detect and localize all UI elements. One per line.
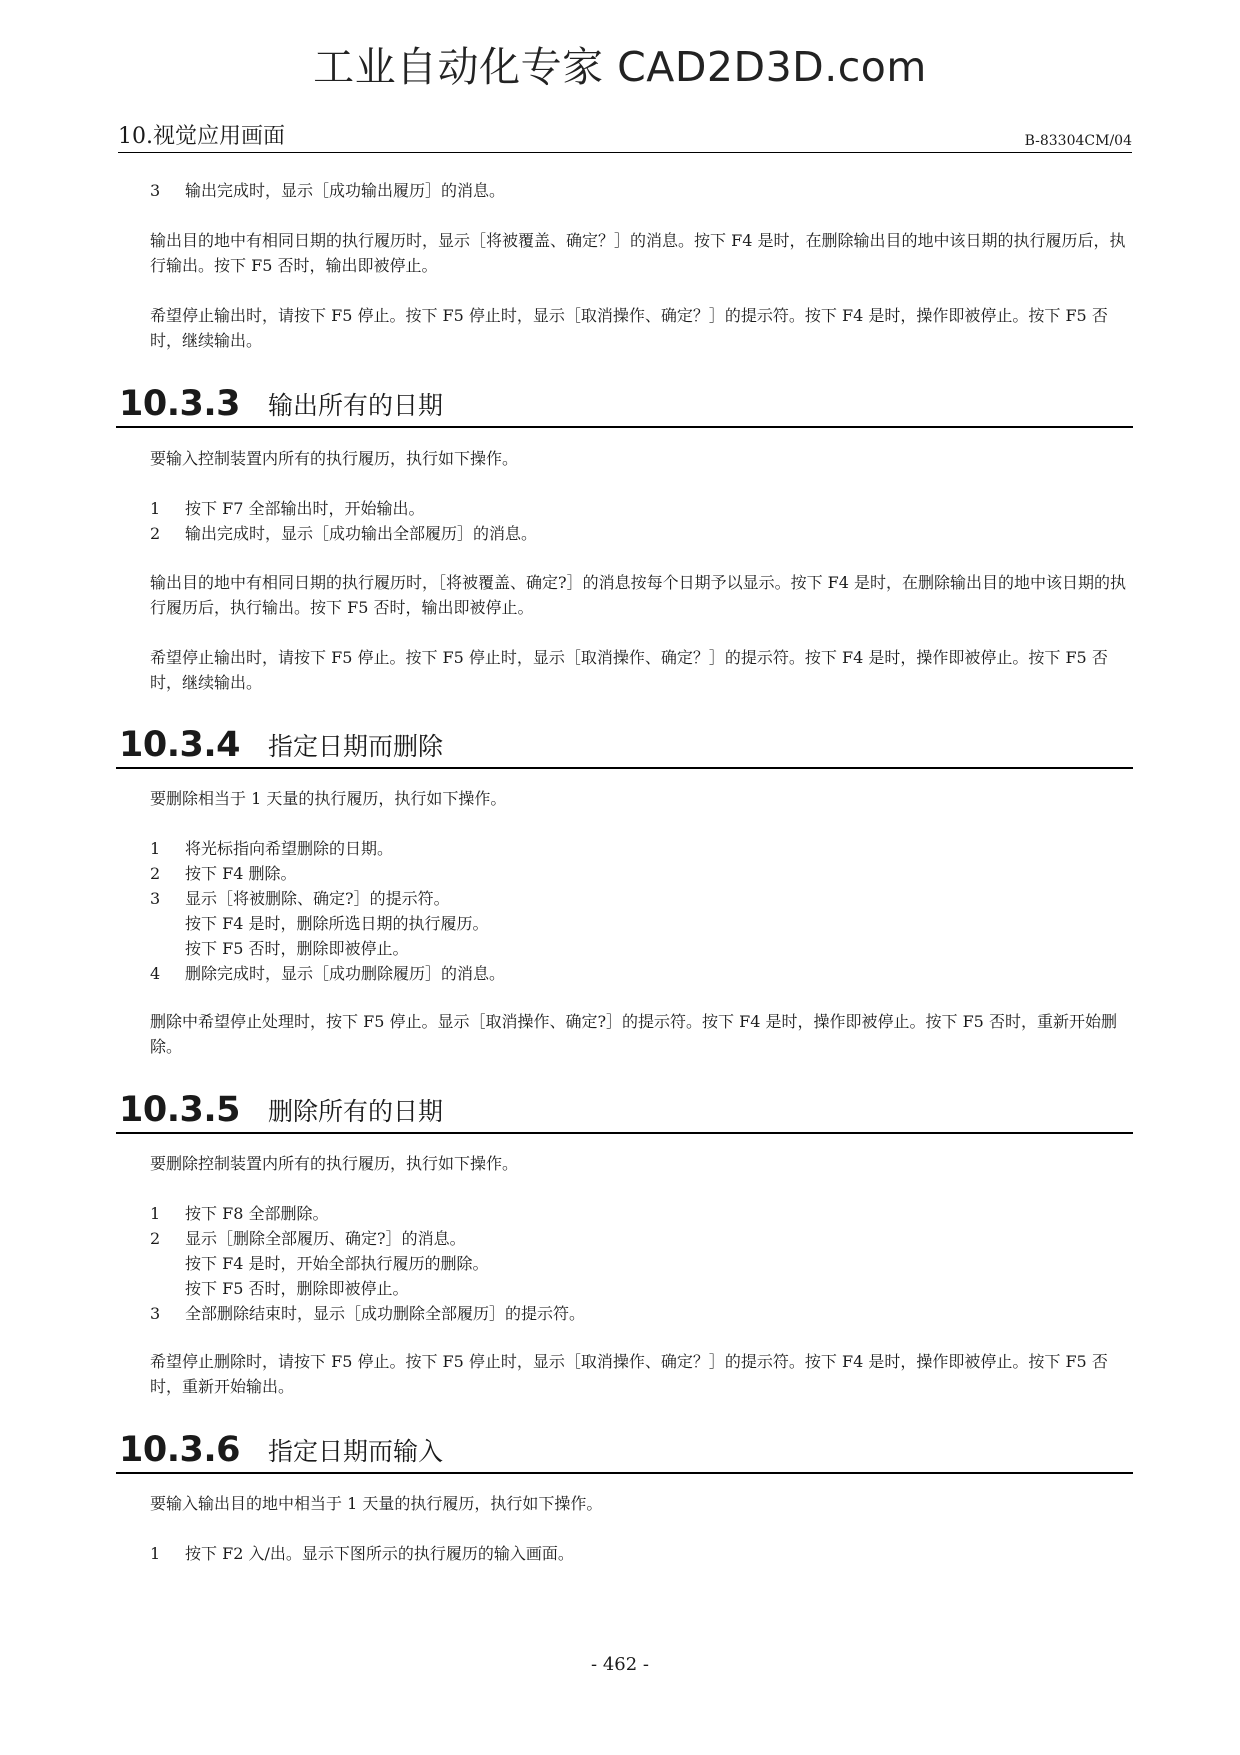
step-number: 2 [150,864,161,883]
list-item [150,178,1133,203]
intro-step-list [150,178,1133,203]
section-number: 10.3.3 [119,384,241,424]
list-item [150,1276,1133,1301]
step-list [150,836,1133,986]
section-heading-10-3-4 [116,723,1133,769]
list-item [150,1201,1133,1226]
step-list [150,1541,1133,1566]
section-title: 指定日期而输入 [268,1437,444,1466]
list-item [150,521,1133,546]
section-title: 输出所有的日期 [268,391,444,420]
section-heading-10-3-5 [116,1088,1133,1134]
step-number: 1 [150,1204,161,1223]
step-number: 4 [150,964,161,983]
step-text: 显示［删除全部履历、确定?］的消息。 [185,1229,466,1248]
step-number: 1 [150,1544,161,1563]
list-item [150,1251,1133,1276]
list-item [150,836,1133,861]
step-number: 2 [150,1229,161,1248]
section-number: 10.3.4 [119,725,241,765]
section-paragraph: 输出目的地中有相同日期的执行履历时，［将被覆盖、确定?］的消息按每个日期予以显示。按下 F4 是时，在删除输出目的地中该日期的执行履历后，执行输出。按下 F5 否时，输出即被停止。 [150,573,1127,617]
step-text: 显示［将被删除、确定?］的提示符。 [185,889,450,908]
step-text: 输出完成时，显示［成功输出履历］的消息。 [185,181,506,200]
watermark-title: 工业自动化专家 CAD2D3D.com [313,43,927,91]
step-list [150,1201,1133,1326]
section-title: 指定日期而删除 [268,732,444,761]
section-paragraph: 希望停止删除时，请按下 F5 停止。按下 F5 停止时，显示［取消操作、确定？］的提示符。按下 F4 是时，操作即被停止。按下 F5 否时，重新开始输出。 [150,1352,1108,1396]
running-header [118,124,1132,153]
step-number: 2 [150,524,161,543]
list-item [150,1301,1133,1326]
intro-paragraph-2: 希望停止输出时，请按下 F5 停止。按下 F5 停止时，显示［取消操作、确定？］的提示符。按下 F4 是时，操作即被停止。按下 F5 否时，继续输出。 [150,306,1108,350]
section-lead: 要删除相当于 1 天量的执行履历，执行如下操作。 [150,789,507,808]
section-paragraph: 删除中希望停止处理时，按下 F5 停止。显示［取消操作、确定?］的提示符。按下 F4 是时，操作即被停止。按下 F5 否时，重新开始删除。 [150,1012,1117,1056]
section-lead: 要输入输出目的地中相当于 1 天量的执行履历，执行如下操作。 [150,1494,603,1513]
step-continuation-text: 按下 F5 否时，删除即被停止。 [185,939,409,958]
section-paragraph: 希望停止输出时，请按下 F5 停止。按下 F5 停止时，显示［取消操作、确定？］的提示符。按下 F4 是时，操作即被停止。按下 F5 否时，继续输出。 [150,648,1108,692]
step-text: 删除完成时，显示［成功删除履历］的消息。 [185,964,506,983]
section-title: 删除所有的日期 [268,1097,444,1126]
chapter-title: 10.视觉应用画面 [118,124,285,149]
step-text: 全部删除结束时，显示［成功删除全部履历］的提示符。 [185,1304,586,1323]
step-continuation-text: 按下 F4 是时，开始全部执行履历的删除。 [185,1254,489,1273]
section-number: 10.3.6 [119,1430,241,1470]
step-text: 按下 F4 删除。 [185,864,297,883]
section-heading-10-3-6 [116,1428,1133,1474]
step-number: 3 [150,1304,161,1323]
list-item [150,886,1133,911]
step-number: 1 [150,839,161,858]
intro-paragraph-1: 输出目的地中有相同日期的执行履历时，显示［将被覆盖、确定？］的消息。按下 F4 是时，在删除输出目的地中该日期的执行履历后，执行输出。按下 F5 否时，输出即被停止。 [150,231,1126,275]
section-heading-10-3-3 [116,382,1133,428]
step-text: 按下 F2 入/出。显示下图所示的执行履历的输入画面。 [185,1544,574,1563]
list-item [150,961,1133,986]
list-item [150,1541,1133,1566]
list-item [150,911,1133,936]
step-list [150,496,1133,546]
step-text: 按下 F7 全部输出时，开始输出。 [185,499,425,518]
list-item [150,1226,1133,1251]
page-number: - 462 - [591,1654,649,1675]
section-number: 10.3.5 [119,1090,241,1130]
step-text: 将光标指向希望删除的日期。 [185,839,394,858]
section-lead: 要删除控制装置内所有的执行履历，执行如下操作。 [150,1154,519,1173]
step-text: 按下 F8 全部删除。 [185,1204,329,1223]
document-id: B-83304CM/04 [1024,133,1132,149]
step-number: 3 [150,181,161,200]
step-continuation-text: 按下 F4 是时，删除所选日期的执行履历。 [185,914,489,933]
list-item [150,496,1133,521]
step-continuation-text: 按下 F5 否时，删除即被停止。 [185,1279,409,1298]
list-item [150,936,1133,961]
step-number: 3 [150,889,161,908]
section-lead: 要输入控制装置内所有的执行履历，执行如下操作。 [150,449,519,468]
list-item [150,861,1133,886]
step-text: 输出完成时，显示［成功输出全部履历］的消息。 [185,524,538,543]
step-number: 1 [150,499,161,518]
